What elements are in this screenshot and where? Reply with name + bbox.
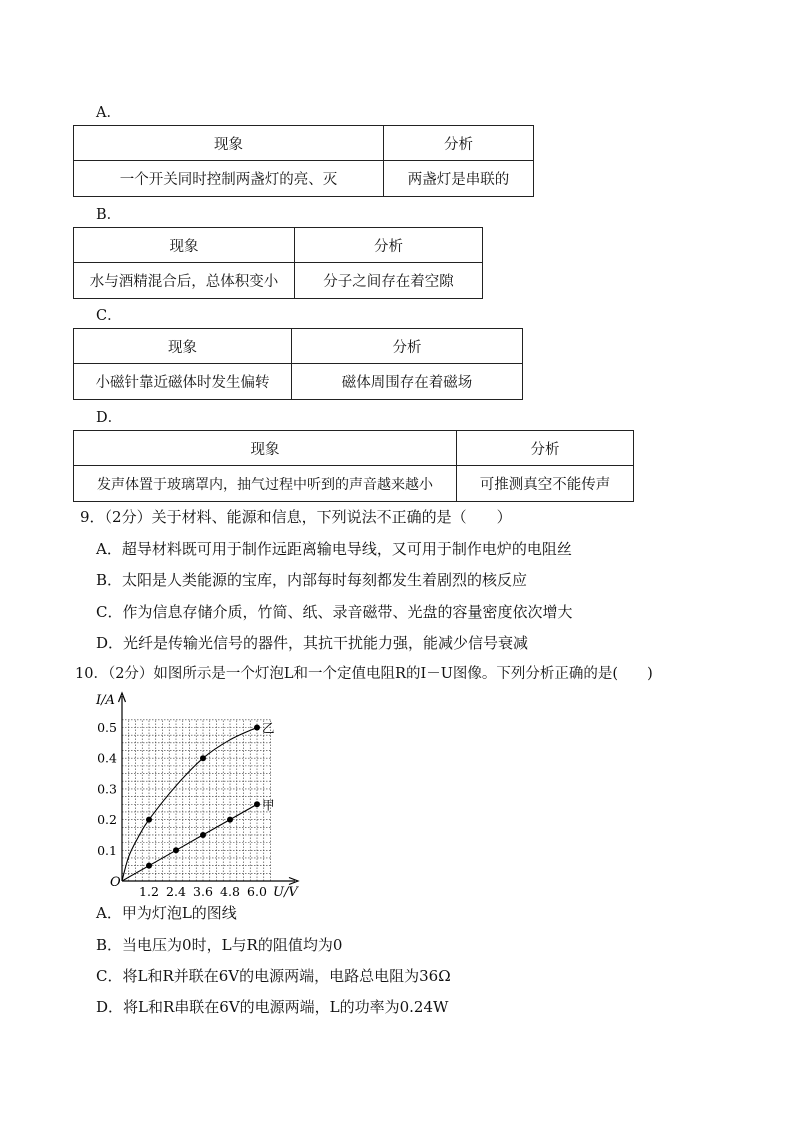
question-10-choice-b[interactable]: B．当电压为0时，L与R的阻值均为0 [96,936,343,954]
data-point [200,832,206,838]
table-cell-phenomenon: 小磁针靠近磁体时发生偏转 [74,364,292,400]
option-d-label: D． [96,410,123,426]
y-tick-label: 0.2 [97,812,117,828]
data-point [146,863,152,869]
y-tick-label: 0.5 [97,720,117,735]
option-b-label: B． [96,207,122,223]
y-tick-label: 0.4 [97,750,117,766]
series-label-jia: 甲 [262,797,275,813]
question-9-choice-b[interactable]: B．太阳是人类能源的宝库，内部每时每刻都发生着剧烈的核反应 [96,571,528,589]
y-tick-label: 0.1 [97,842,117,858]
option-a-label: A． [96,105,121,121]
data-point [227,817,233,823]
option-a-table [73,125,534,197]
question-10-choice-c[interactable]: C．将L和R并联在6V的电源两端，电路总电阻为36Ω [96,967,451,985]
iu-chart [90,688,320,898]
table-cell-phenomenon: 发声体置于玻璃罩内，抽气过程中听到的声音越来越小 [74,466,457,502]
x-tick-label: 3.6 [193,884,213,898]
option-b-table [73,227,483,299]
table-header-analysis: 分析 [292,329,523,364]
option-c-label: C． [96,308,122,324]
table-header-analysis: 分析 [384,126,534,161]
question-10-choice-a[interactable]: A．甲为灯泡L的图线 [96,904,237,922]
x-tick-label: 4.8 [220,884,240,898]
data-point [146,817,152,823]
question-9-choice-a[interactable]: A．超导材料既可用于制作远距离输电导线，又可用于制作电炉的电阻丝 [96,540,572,558]
data-point [254,725,260,731]
option-d-table [73,430,634,502]
series-label-yi: 乙 [262,720,275,736]
x-tick-label: 1.2 [139,884,159,898]
y-tick-label: 0.3 [97,781,117,797]
data-point [173,847,179,853]
table-header-analysis: 分析 [295,228,483,263]
x-tick-label: 2.4 [166,884,186,898]
question-10-stem: 10．（2分）如图所示是一个灯泡L和一个定值电阻R的I－U图像。下列分析正确的是( ) [75,666,653,682]
table-cell-analysis: 可推测真空不能传声 [457,466,634,502]
chart-grid [122,720,271,881]
x-axis-label: U/V [273,885,298,898]
table-header-phenomenon: 现象 [74,431,457,466]
table-header-analysis: 分析 [457,431,634,466]
table-cell-analysis: 分子之间存在着空隙 [295,263,483,299]
chart-series [122,725,260,882]
table-cell-analysis: 两盏灯是串联的 [384,161,534,197]
origin-label: O [110,875,121,890]
question-9-choice-d[interactable]: D．光纤是传输光信号的器件，其抗干扰能力强，能减少信号衰减 [96,634,529,652]
table-header-phenomenon: 现象 [74,228,295,263]
table-header-phenomenon: 现象 [74,329,292,364]
table-cell-analysis: 磁体周围存在着磁场 [292,364,523,400]
question-10-choice-d[interactable]: D．将L和R串联在6V的电源两端，L的功率为0.24W [96,998,449,1016]
question-9-choice-c[interactable]: C．作为信息存储介质，竹简、纸、录音磁带、光盘的容量密度依次增大 [96,603,573,621]
y-axis-label: I/A [96,693,115,708]
option-c-table [73,328,523,400]
question-9-stem: 9．（2分）关于材料、能源和信息，下列说法不正确的是（ ） [80,508,512,526]
x-tick-label: 6.0 [247,884,267,898]
table-cell-phenomenon: 水与酒精混合后，总体积变小 [74,263,295,299]
table-cell-phenomenon: 一个开关同时控制两盏灯的亮、灭 [74,161,384,197]
table-header-phenomenon: 现象 [74,126,384,161]
data-point [254,801,260,807]
data-point [200,755,206,761]
